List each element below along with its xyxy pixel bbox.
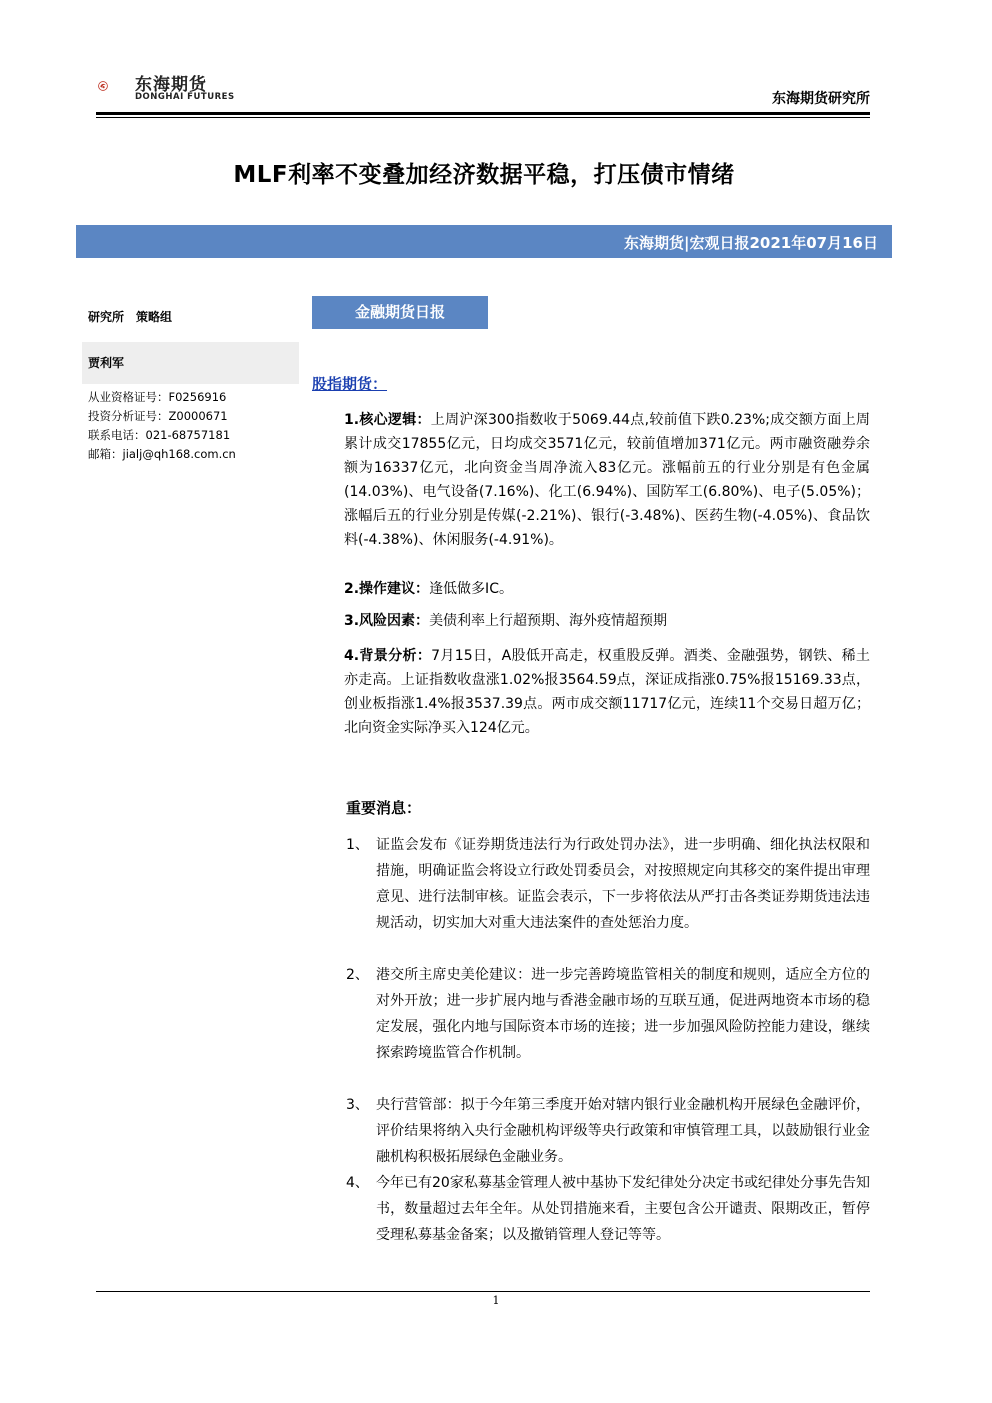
point-label: 1.核心逻辑： <box>344 412 431 428</box>
author-box <box>82 342 299 384</box>
email-address: 邮箱：jialj@qh168.com.cn <box>88 447 236 461</box>
logo-text: 东海期货 <box>135 75 207 95</box>
news-item <box>346 1092 870 1170</box>
page-number: 1 <box>492 1294 500 1307</box>
point-label: 2.操作建议： <box>344 581 430 597</box>
section-subheading: 股指期货： <box>312 375 388 393</box>
section-tab: 金融期货日报 <box>312 296 488 329</box>
point-text: 上周沪深300指数收于5069.44点,较前值下跌0.23%;成交额方面上周累计成交17855亿元，日均成交3571亿元，较前值增加371亿元。两市融资融券余额为16337亿元，北向资金当周净流入83亿元。涨幅前五的行业分别是有色金属(14.03%)、电气设备(7.16%)、化工(6.94%)、国防军工(6.80%)、电子(5.05%)；涨幅后五的行业分别是传媒(-2.21%)、银行(-3.48%)、医药生物(-4.05%)、食品饮料(-4.38%)、休闲服务(-4.91%)。 <box>344 412 870 548</box>
analyst-number: 投资分析证号：Z0000671 <box>88 409 228 423</box>
point-core-logic <box>344 408 870 552</box>
news-text: 港交所主席史美伦建议：进一步完善跨境监管相关的制度和规则，适应全方位的对外开放；进一步扩展内地与香港金融市场的互联互通，促进两地资本市场的稳定发展，强化内地与国际资本市场的连接；进一步加强风险防控能力建设，继续探索跨境监管合作机制。 <box>376 967 870 1061</box>
point-text: 7月15日，A股低开高走，权重股反弹。酒类、金融强势，钢铁、稀土亦走高。上证指数收盘涨1.02%报3564.59点，深证成指涨0.75%报15169.33点，创业板指涨1.4%报3537.39点。两市成交额11717亿元，连续11个交易日超万亿；北向资金实际净买入124亿元。 <box>344 648 870 736</box>
author-name: 贾利军 <box>88 356 125 370</box>
org-name: 东海期货研究所 <box>772 91 870 107</box>
header-rule <box>96 112 870 115</box>
report-title: MLF利率不变叠加经济数据平稳，打压债市情绪 <box>233 162 735 188</box>
news-item <box>346 1170 870 1248</box>
logo-english-text: DONGHAI FUTURES <box>135 92 235 102</box>
news-text: 今年已有20家私募基金管理人被中基协下发纪律处分决定书或纪律处分事先告知书，数量超过去年全年。从处罚措施来看，主要包含公开谴责、限期改正，暂停受理私募基金备案；以及撤销管理人登记等等。 <box>376 1175 870 1243</box>
news-item <box>346 962 870 1066</box>
point-text: 逢低做多IC。 <box>429 581 513 597</box>
point-label: 4.背景分析： <box>344 648 432 664</box>
news-number: 3、 <box>346 1097 369 1113</box>
footer-rule <box>96 1291 870 1292</box>
donghai-logo-icon <box>98 66 134 106</box>
point-background <box>344 644 870 740</box>
point-text: 美债利率上行超预期、海外疫情超预期 <box>429 613 668 629</box>
news-number: 2、 <box>346 967 369 983</box>
news-heading: 重要消息： <box>346 799 422 817</box>
news-number: 1、 <box>346 837 369 853</box>
department-label: 研究所 策略组 <box>88 310 173 324</box>
banner-text: 东海期货|宏观日报2021年07月16日 <box>624 234 878 252</box>
news-text: 央行营管部：拟于今年第三季度开始对辖内银行业金融机构开展绿色金融评价，评价结果将纳入央行金融机构评级等央行政策和审慎管理工具，以鼓励银行业金融机构积极拓展绿色金融业务。 <box>376 1097 870 1165</box>
header-rule-thin <box>96 117 870 118</box>
point-risk <box>344 609 870 633</box>
report-banner <box>76 225 892 258</box>
point-advice <box>344 577 870 601</box>
contact-info <box>88 388 236 464</box>
news-number: 4、 <box>346 1175 369 1191</box>
qualification-number: 从业资格证号：F0256916 <box>88 390 227 404</box>
point-label: 3.风险因素： <box>344 613 430 629</box>
news-item <box>346 832 870 936</box>
phone-number: 联系电话：021-68757181 <box>88 428 231 442</box>
news-text: 证监会发布《证券期货违法行为行政处罚办法》，进一步明确、细化执法权限和措施，明确证监会将设立行政处罚委员会，对按照规定向其移交的案件提出审理意见、进行法制审核。证监会表示，下一步将依法从严打击各类证券期货违法违规活动，切实加大对重大违法案件的查处惩治力度。 <box>376 837 870 931</box>
